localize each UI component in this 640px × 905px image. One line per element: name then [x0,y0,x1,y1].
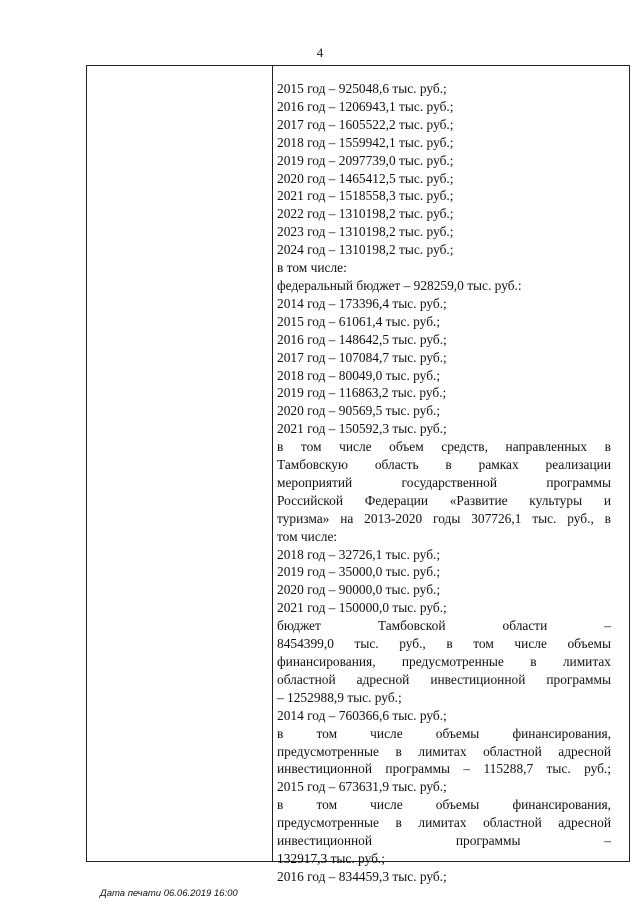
text-line: предусмотренные в лимитах областной адресной [277,743,611,759]
text-line: 2015 год – 673631,9 тыс. руб.; [277,779,447,795]
text-line: предусмотренные в лимитах областной адресной [277,815,611,831]
program-table [86,65,630,884]
text-line: 8454399,0 тыс. руб., в том числе объемы [277,636,611,652]
text-line: 2016 год – 834459,3 тыс. руб.; [277,868,447,884]
text-line: финансирования, предусмотренные в лимитах [277,654,611,669]
text-line: 2020 год – 90569,5 тыс. руб.; [277,403,441,419]
text-line: 2017 год – 1605522,2 тыс. руб.; [277,116,454,132]
text-line: федеральный бюджет – 928259,0 тыс. руб.: [277,277,522,293]
text-line: в том числе объемы финансирования, [277,797,611,813]
text-line: 2021 год – 1518558,3 тыс. руб.; [277,188,454,204]
text-line: 2023 год – 1310198,2 тыс. руб.; [277,224,454,240]
text-line: 2018 год – 80049,0 тыс. руб.; [277,367,441,383]
text-line: 2019 год – 2097739,0 тыс. руб.; [277,152,454,168]
text-line: том числе: [277,528,338,544]
print-date-footer: Дата печати 06.06.2019 16:00 [100,888,238,899]
text-line: областной адресной инвестиционной программы [277,671,611,687]
text-line: в том числе объем средств, направленных в [277,439,611,455]
table-right-cell [277,80,611,886]
text-line: 2021 год – 150000,0 тыс. руб.; [277,600,447,616]
text-line: инвестиционной программы – [277,833,611,849]
text-line: 2015 год – 925048,6 тыс. руб.; [277,81,447,96]
text-line: 2014 год – 760366,6 тыс. руб.; [277,707,447,723]
text-line: 2024 год – 1310198,2 тыс. руб.; [277,242,454,258]
text-line: 2017 год – 107084,7 тыс. руб.; [277,349,447,365]
text-line: – 1252988,9 тыс. руб.; [277,689,402,705]
text-line: Тамбовскую область в рамках реализации [277,457,611,473]
text-line: в том числе: [277,260,347,276]
text-line: 2016 год – 148642,5 тыс. руб.; [277,331,447,347]
text-line: в том числе объемы финансирования, [277,725,611,741]
text-line: 2018 год – 1559942,1 тыс. руб.; [277,134,454,150]
text-line: туризма» на 2013-2020 годы 307726,1 тыс. руб., в [277,510,611,526]
text-line: 2015 год – 61061,4 тыс. руб.; [277,313,441,329]
text-line: 2019 год – 116863,2 тыс. руб.; [277,385,447,401]
text-line: 2019 год – 35000,0 тыс. руб.; [277,564,441,580]
text-line: Российской Федерации «Развитие культуры и [277,492,611,508]
table-left-cell [87,66,273,861]
text-line: бюджет Тамбовской области – [277,618,611,634]
text-line: 2014 год – 173396,4 тыс. руб.; [277,295,447,311]
text-line: 2020 год – 90000,0 тыс. руб.; [277,582,441,598]
text-line: 2016 год – 1206943,1 тыс. руб.; [277,98,454,114]
text-line: 2020 год – 1465412,5 тыс. руб.; [277,170,454,186]
text-line: 2018 год – 32726,1 тыс. руб.; [277,546,441,562]
text-line: мероприятий государственной программы [277,474,611,490]
text-line: 2022 год – 1310198,2 тыс. руб.; [277,206,454,222]
text-line: инвестиционной программы – 115288,7 тыс. руб.; [277,761,611,777]
text-line: 2021 год – 150592,3 тыс. руб.; [277,421,447,437]
text-line: 132917,3 тыс. руб.; [277,850,385,866]
page-number: 4 [316,45,324,60]
